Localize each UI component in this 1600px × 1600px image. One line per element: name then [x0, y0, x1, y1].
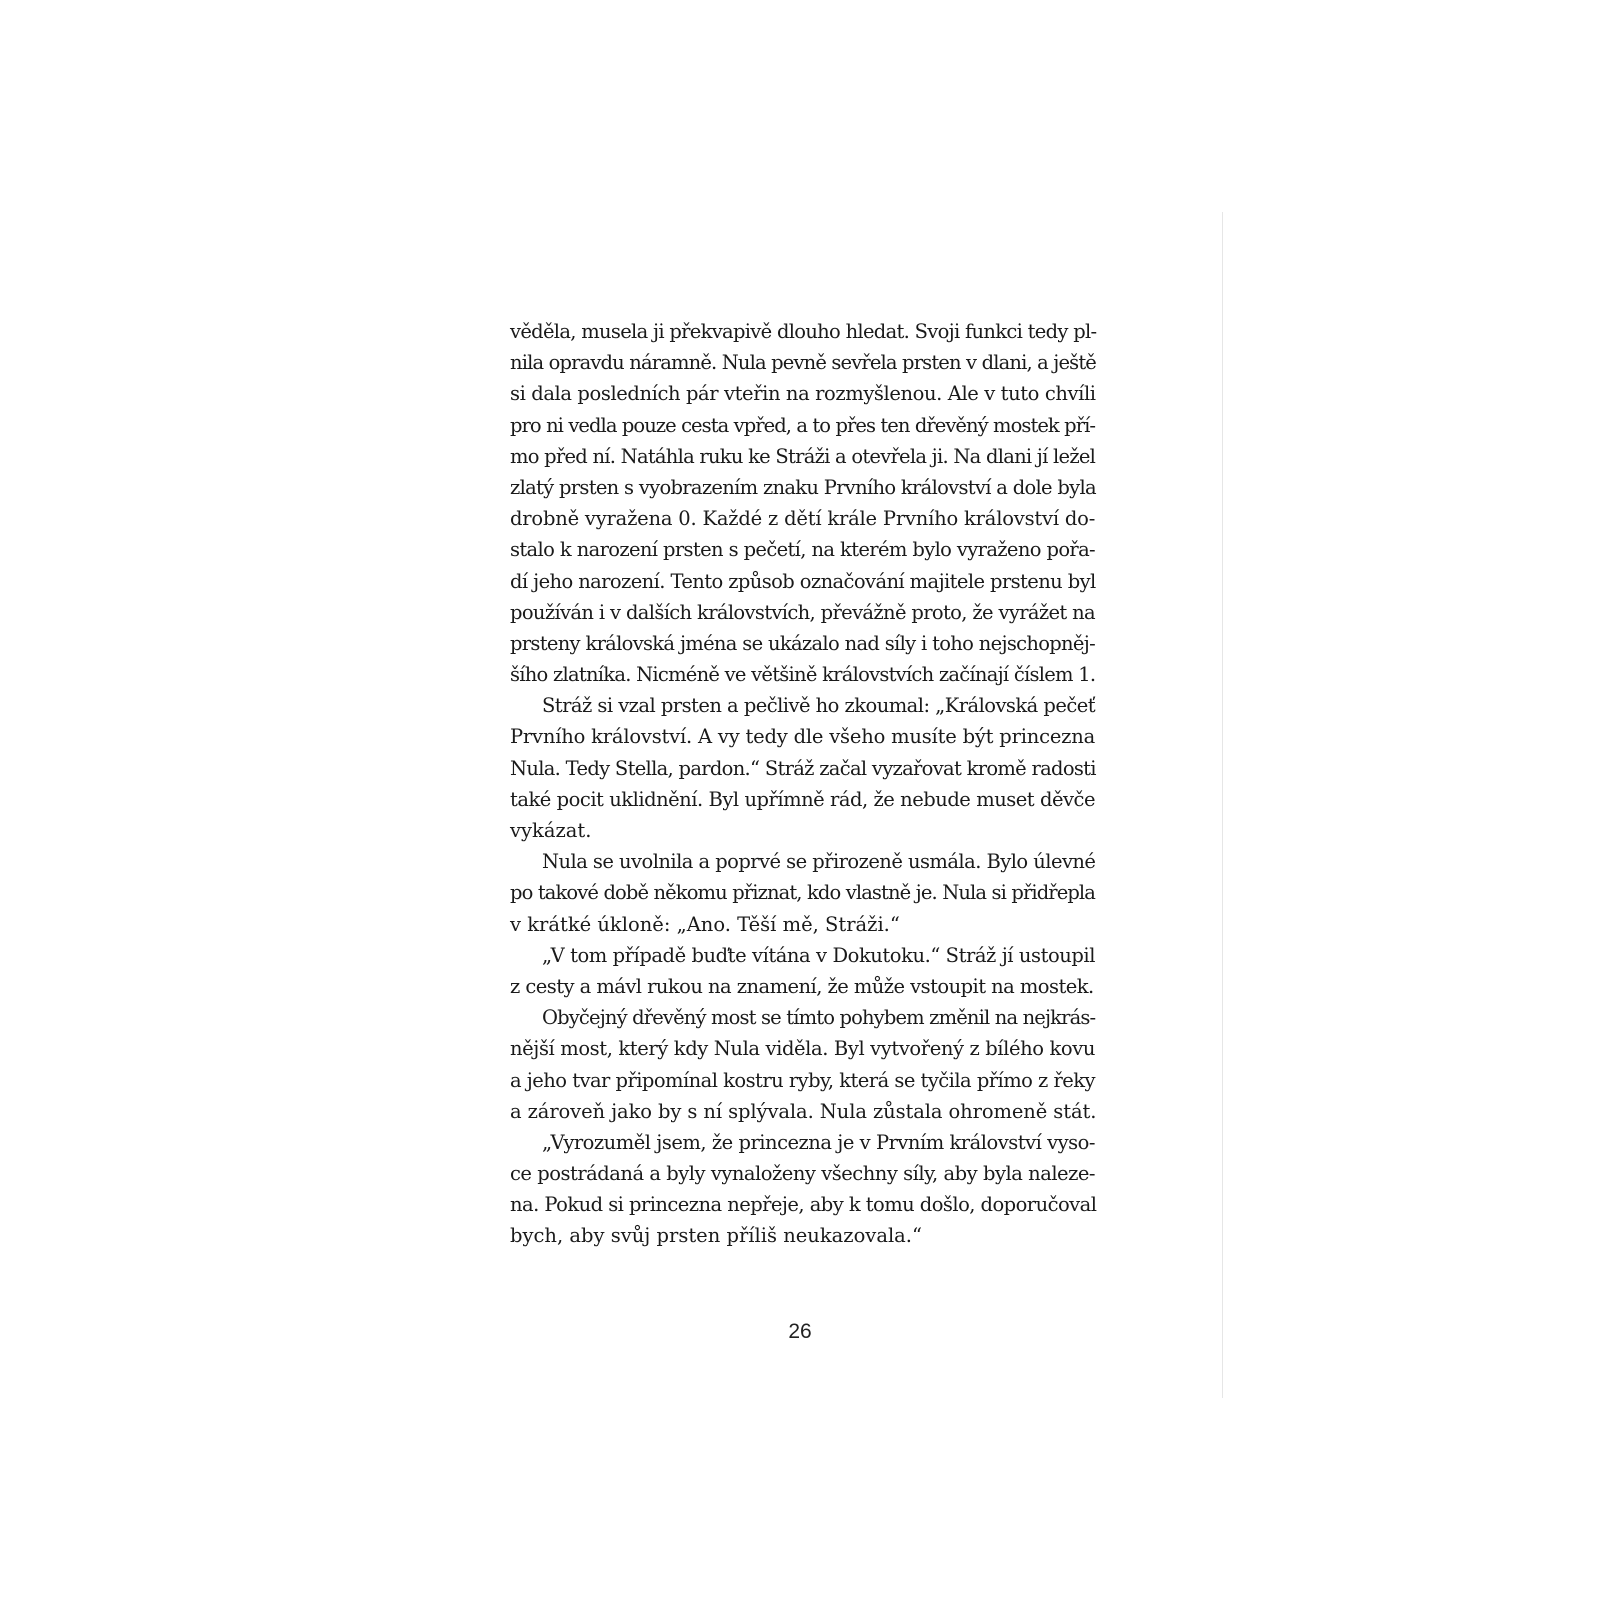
- text-line: nila opravdu náramně. Nula pevně sevřela prsten v dlani, a ještě: [510, 351, 1096, 375]
- text-line: a zároveň jako by s ní splývala. Nula zůstala ohromeně stát.: [510, 1099, 1097, 1123]
- paragraph: [510, 1002, 1095, 1127]
- text-line: věděla, musela ji překvapivě dlouho hledat. Svoji funkci tedy pl-: [510, 320, 1097, 343]
- text-line: z cesty a mávl rukou na znamení, že může vstoupit na mostek.: [510, 974, 1094, 998]
- paragraph: [510, 1127, 1095, 1252]
- text-line: ce postrádaná a byly vynaloženy všechny síly, aby byla naleze-: [510, 1162, 1095, 1186]
- page-number: 26: [788, 1320, 812, 1343]
- text-line: prsteny královská jména se ukázalo nad síly i toho nejschopněj-: [510, 631, 1095, 655]
- paragraph: [510, 690, 1095, 846]
- text-line: stalo k narození prsten s pečetí, na kterém bylo vyraženo pořa-: [510, 538, 1095, 562]
- paragraph: [510, 940, 1095, 1002]
- text-line: drobně vyražena 0. Každé z dětí krále Prvního království do-: [510, 507, 1096, 531]
- paragraph: [510, 316, 1095, 690]
- text-line: v krátké úkloně: „Ano. Těší mě, Stráži.“: [510, 912, 900, 936]
- text-line: vykázat.: [510, 819, 592, 842]
- text-line: dí jeho narození. Tento způsob označování majitele prstenu byl: [510, 569, 1096, 593]
- text-line: a jeho tvar připomínal kostru ryby, která se tyčila přímo z řeky: [510, 1068, 1095, 1092]
- text-line: bych, aby svůj prsten příliš neukazovala.“: [510, 1224, 922, 1248]
- page-spine-divider: [1222, 212, 1223, 1398]
- text-line: zlatý prsten s vyobrazením znaku Prvního království a dole byla: [510, 475, 1096, 499]
- paragraph: [510, 846, 1095, 940]
- text-line: pro ni vedla pouze cesta vpřed, a to přes ten dřevěný mostek pří-: [510, 413, 1095, 437]
- text-line: Prvního království. A vy tedy dle všeho musíte být princezna: [510, 725, 1096, 749]
- text-line: Nula. Tedy Stella, pardon.“ Stráž začal vyzařovat kromě radosti: [510, 756, 1096, 780]
- text-line: „V tom případě buďte vítána v Dokutoku.“ Stráž jí ustoupil: [542, 943, 1095, 967]
- text-line: Nula se uvolnila a poprvé se přirozeně usmála. Bylo úlevné: [542, 850, 1096, 874]
- text-line: po takové době někomu přiznat, kdo vlastně je. Nula si přidřepla: [510, 881, 1095, 905]
- text-line: na. Pokud si princezna nepřeje, aby k tomu došlo, doporučoval: [510, 1193, 1097, 1217]
- text-line: Stráž si vzal prsten a pečlivě ho zkoumal: „Královská pečeť: [542, 694, 1095, 718]
- text-line: mo před ní. Natáhla ruku ke Stráži a otevřela ji. Na dlani jí ležel: [510, 444, 1096, 468]
- text-line: Obyčejný dřevěný most se tímto pohybem změnil na nejkrás-: [542, 1006, 1096, 1030]
- text-line: také pocit uklidnění. Byl upřímně rád, že nebude muset děvče: [510, 787, 1095, 811]
- text-line: si dala posledních pár vteřin na rozmyšlenou. Ale v tuto chvíli: [510, 382, 1096, 406]
- body-text: [510, 316, 1095, 1252]
- text-line: šího zlatníka. Nicméně ve většině královstvích začínají číslem 1.: [510, 663, 1096, 687]
- text-line: „Vyrozuměl jsem, že princezna je v Prvním království vyso-: [542, 1130, 1095, 1154]
- text-line: používán i v dalších královstvích, převážně proto, že vyrážet na: [510, 600, 1095, 624]
- text-line: nější most, který kdy Nula viděla. Byl vytvořený z bílého kovu: [510, 1037, 1095, 1061]
